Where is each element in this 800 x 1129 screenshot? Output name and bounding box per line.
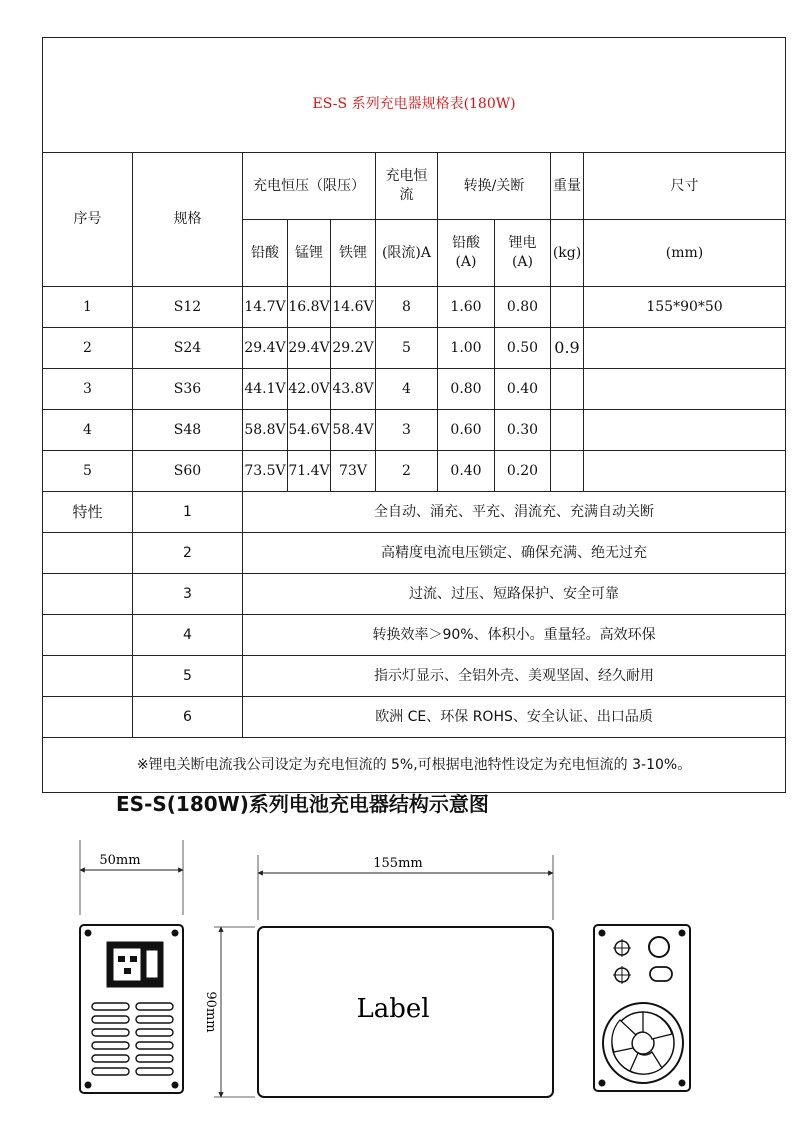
subheader-size-unit: (mm) — [584, 220, 786, 287]
table-row — [43, 369, 786, 410]
features-label-empty — [43, 697, 133, 738]
cell-fe: 14.6V — [331, 287, 376, 328]
subheader-weight-unit: (kg) — [551, 220, 584, 287]
cell-spec: S60 — [133, 451, 243, 492]
cell-switch-lead: 1.00 — [438, 328, 495, 369]
cell-spec: S48 — [133, 410, 243, 451]
cell-current: 4 — [376, 369, 438, 410]
cell-switch-li: 0.30 — [495, 410, 551, 451]
table-row — [43, 410, 786, 451]
front-view — [80, 840, 183, 1093]
feature-number: 3 — [133, 574, 243, 615]
cell-fe: 73V — [331, 451, 376, 492]
table-title: ES-S 系列充电器规格表(180W) — [43, 38, 786, 153]
cell-fe: 29.2V — [331, 328, 376, 369]
header-spec: 规格 — [133, 153, 243, 287]
feature-text: 全自动、涌充、平充、涓流充、充满自动关断 — [243, 492, 786, 533]
cell-size: 155*90*50 — [584, 287, 786, 328]
cell-seq: 5 — [43, 451, 133, 492]
cell-fe: 43.8V — [331, 369, 376, 410]
header-seq: 序号 — [43, 153, 133, 287]
feature-number: 1 — [133, 492, 243, 533]
subheader-switch-li: 锂电 (A) — [495, 220, 551, 287]
cell-size-empty — [584, 451, 786, 492]
cell-lead: 58.8V — [243, 410, 288, 451]
features-label-empty — [43, 574, 133, 615]
header-size: 尺寸 — [584, 153, 786, 220]
cell-switch-lead: 0.80 — [438, 369, 495, 410]
cell-size-empty — [584, 369, 786, 410]
subheader-li-fe: 铁锂 — [331, 220, 376, 287]
cell-mn: 42.0V — [288, 369, 331, 410]
cell-current: 8 — [376, 287, 438, 328]
subheader-current-unit: (限流)A — [376, 220, 438, 287]
feature-text: 高精度电流电压锁定、确保充满、绝无过充 — [243, 533, 786, 574]
header-voltage: 充电恒压（限压） — [243, 153, 376, 220]
features-label-empty — [43, 615, 133, 656]
feature-row — [43, 492, 786, 533]
subheader-switch-lead: 铅酸 (A) — [438, 220, 495, 287]
cell-weight-empty — [551, 451, 584, 492]
header-switch: 转换/关断 — [438, 153, 551, 220]
cell-seq: 4 — [43, 410, 133, 451]
feature-number: 4 — [133, 615, 243, 656]
feature-row — [43, 574, 786, 615]
cell-spec: S12 — [133, 287, 243, 328]
cell-seq: 2 — [43, 328, 133, 369]
feature-row — [43, 615, 786, 656]
feature-number: 5 — [133, 656, 243, 697]
footnote: ※锂电关断电流我公司设定为充电恒流的 5%,可根据电池特性设定为充电恒流的 3-10%。 — [43, 738, 786, 793]
cell-weight-empty — [551, 287, 584, 328]
cell-switch-li: 0.80 — [495, 287, 551, 328]
cell-spec: S36 — [133, 369, 243, 410]
cell-current: 2 — [376, 451, 438, 492]
feature-number: 2 — [133, 533, 243, 574]
cell-mn: 54.6V — [288, 410, 331, 451]
depth-label: 50mm — [99, 853, 141, 868]
cell-seq: 1 — [43, 287, 133, 328]
cell-weight-empty — [551, 410, 584, 451]
table-row — [43, 451, 786, 492]
cell-spec: S24 — [133, 328, 243, 369]
feature-text: 过流、过压、短路保护、安全可靠 — [243, 574, 786, 615]
cell-lead: 29.4V — [243, 328, 288, 369]
features-label: 特性 — [43, 492, 133, 533]
feature-text: 欧洲 CE、环保 ROHS、安全认证、出口品质 — [243, 697, 786, 738]
cell-switch-lead: 0.60 — [438, 410, 495, 451]
feature-row — [43, 697, 786, 738]
length-label: 155mm — [373, 856, 423, 871]
cell-seq: 3 — [43, 369, 133, 410]
spec-table — [42, 37, 786, 793]
rear-view — [594, 925, 690, 1091]
label-text: Label — [356, 994, 430, 1024]
height-label: 90mm — [203, 991, 218, 1033]
feature-text: 转换效率＞90%、体积小。重量轻。高效环保 — [243, 615, 786, 656]
cell-switch-li: 0.40 — [495, 369, 551, 410]
cell-lead: 14.7V — [243, 287, 288, 328]
cell-switch-lead: 1.60 — [438, 287, 495, 328]
cell-lead: 44.1V — [243, 369, 288, 410]
table-row — [43, 328, 786, 369]
cell-switch-lead: 0.40 — [438, 451, 495, 492]
feature-text: 指示灯显示、全铝外壳、美观坚固、经久耐用 — [243, 656, 786, 697]
cell-size-empty — [584, 410, 786, 451]
cell-switch-li: 0.20 — [495, 451, 551, 492]
cell-mn: 71.4V — [288, 451, 331, 492]
subheader-lead-acid: 铅酸 — [243, 220, 288, 287]
cell-current: 5 — [376, 328, 438, 369]
cell-weight: 0.9 — [551, 328, 584, 369]
structure-title: ES-S(180W)系列电池充电器结构示意图 — [116, 792, 489, 816]
structure-diagram — [0, 830, 800, 1129]
header-weight: 重量 — [551, 153, 584, 220]
subheader-li-mn: 锰锂 — [288, 220, 331, 287]
cell-fe: 58.4V — [331, 410, 376, 451]
cell-switch-li: 0.50 — [495, 328, 551, 369]
features-label-empty — [43, 533, 133, 574]
header-current: 充电恒 流 — [376, 153, 438, 220]
cell-size-empty — [584, 328, 786, 369]
feature-row — [43, 533, 786, 574]
cell-mn: 16.8V — [288, 287, 331, 328]
feature-row — [43, 656, 786, 697]
cell-lead: 73.5V — [243, 451, 288, 492]
table-row — [43, 287, 786, 328]
feature-number: 6 — [133, 697, 243, 738]
cell-weight-empty — [551, 369, 584, 410]
cell-mn: 29.4V — [288, 328, 331, 369]
features-label-empty — [43, 656, 133, 697]
cell-current: 3 — [376, 410, 438, 451]
side-view — [203, 855, 553, 1097]
